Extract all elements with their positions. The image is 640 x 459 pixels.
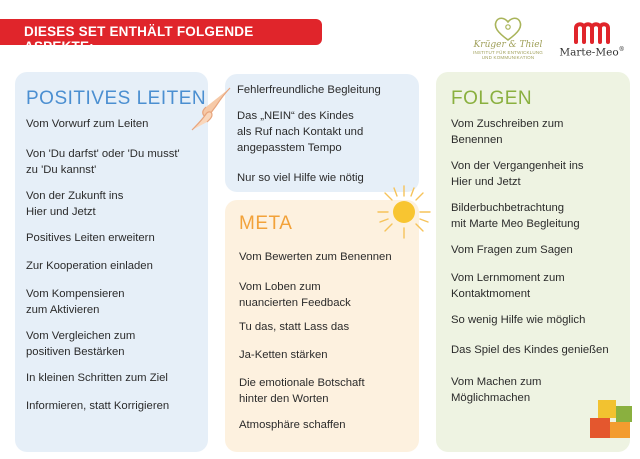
item-line: Von 'Du darfst' oder 'Du musst' bbox=[26, 148, 180, 160]
positives-leiten-item bbox=[26, 286, 125, 318]
folgen-item bbox=[451, 116, 563, 148]
item-line: Zur Kooperation einladen bbox=[26, 260, 153, 272]
krueger-thiel-subtitle-1: INSTITUT FÜR ENTWICKLUNG bbox=[473, 50, 543, 55]
item-line: Nur so viel Hilfe wie nötig bbox=[237, 172, 364, 184]
item-line: Ja-Ketten stärken bbox=[239, 349, 328, 361]
folgen-item bbox=[451, 200, 580, 232]
positives-leiten-item bbox=[26, 398, 169, 414]
item-line: Vom Vorwurf zum Leiten bbox=[26, 118, 149, 130]
meta-item bbox=[239, 249, 392, 265]
item-line: Das „NEIN“ des Kindes bbox=[237, 110, 354, 122]
item-line: Hier und Jetzt bbox=[26, 206, 96, 218]
positives-leiten-item bbox=[26, 116, 148, 132]
meta-item bbox=[239, 347, 328, 363]
meta-item bbox=[239, 319, 349, 335]
item-line: Fehlerfreundliche Begleitung bbox=[237, 84, 381, 96]
folgen-item bbox=[451, 158, 584, 190]
item-line: Tu das, statt Lass das bbox=[239, 321, 350, 333]
item-line: positiven Bestärken bbox=[26, 346, 125, 358]
top-middle-item bbox=[237, 108, 363, 156]
item-line: Kontaktmoment bbox=[451, 288, 531, 300]
folgen-heading: FOLGEN bbox=[451, 88, 533, 109]
item-line: Hier und Jetzt bbox=[451, 176, 521, 188]
positives-leiten-item bbox=[26, 258, 153, 274]
item-line: nuancierten Feedback bbox=[239, 297, 351, 309]
item-line: zum Aktivieren bbox=[26, 304, 100, 316]
top-middle-item bbox=[237, 170, 364, 186]
toy-blocks-icon bbox=[588, 398, 634, 440]
item-line: So wenig Hilfe wie möglich bbox=[451, 314, 586, 326]
positives-leiten-item bbox=[26, 188, 123, 220]
positives-leiten-heading: POSITIVES LEITEN bbox=[26, 88, 207, 109]
positives-leiten-item bbox=[26, 328, 135, 360]
krueger-thiel-name: Krüger & Thiel bbox=[473, 40, 543, 50]
item-line: Das Spiel des Kindes genießen bbox=[451, 344, 609, 356]
item-line: angepasstem Tempo bbox=[237, 142, 342, 154]
item-line: Bilderbuchbetrachtung bbox=[451, 202, 565, 214]
item-line: mit Marte Meo Begleitung bbox=[451, 218, 580, 230]
item-line: Von der Vergangenheit ins bbox=[451, 160, 584, 172]
item-line: In kleinen Schritten zum Ziel bbox=[26, 372, 168, 384]
item-line: Positives Leiten erweitern bbox=[26, 232, 155, 244]
positives-leiten-item bbox=[26, 230, 155, 246]
item-line: Vom Zuschreiben zum bbox=[451, 118, 564, 130]
meta-heading: META bbox=[239, 213, 293, 234]
top-middle-item bbox=[237, 82, 381, 98]
positives-leiten-item bbox=[26, 370, 168, 386]
item-line: als Ruf nach Kontakt und bbox=[237, 126, 364, 138]
meta-item bbox=[239, 279, 351, 311]
item-line: zu 'Du kannst' bbox=[26, 164, 97, 176]
folgen-item bbox=[451, 312, 585, 328]
marte-meo-logo bbox=[556, 20, 628, 64]
folgen-item bbox=[451, 374, 541, 406]
krueger-thiel-subtitle-2: UND KOMMUNIKATION bbox=[481, 55, 535, 60]
folgen-item bbox=[451, 270, 565, 302]
item-line: Vom Loben zum bbox=[239, 281, 321, 293]
item-line: Von der Zukunft ins bbox=[26, 190, 124, 202]
item-line: Möglichmachen bbox=[451, 392, 531, 404]
item-line: Vom Machen zum bbox=[451, 376, 542, 388]
marte-meo-logo-icon bbox=[572, 20, 612, 44]
item-line: Vom Vergleichen zum bbox=[26, 330, 136, 342]
item-line: Informieren, statt Korrigieren bbox=[26, 400, 170, 412]
meta-item bbox=[239, 375, 365, 407]
banner-title: DIESES SET ENTHÄLT FOLGENDE ASPEKTE: bbox=[24, 24, 254, 54]
meta-item bbox=[239, 417, 346, 433]
sun-icon bbox=[376, 184, 432, 240]
item-line: Vom Fragen zum Sagen bbox=[451, 244, 573, 256]
item-line: Vom Lernmoment zum bbox=[451, 272, 565, 284]
folgen-item bbox=[451, 342, 609, 358]
item-line: Atmosphäre schaffen bbox=[239, 419, 346, 431]
item-line: Vom Kompensieren bbox=[26, 288, 125, 300]
heart-hands-logo-icon bbox=[493, 16, 523, 42]
item-line: Die emotionale Botschaft bbox=[239, 377, 365, 389]
item-line: hinter den Worten bbox=[239, 393, 329, 405]
marte-meo-name: Marte-Meo® bbox=[559, 46, 625, 59]
positives-leiten-item bbox=[26, 146, 180, 178]
krueger-thiel-logo bbox=[462, 14, 554, 66]
item-line: Benennen bbox=[451, 134, 503, 146]
header-banner bbox=[0, 19, 322, 54]
item-line: Vom Bewerten zum Benennen bbox=[239, 251, 392, 263]
folgen-item bbox=[451, 242, 573, 258]
